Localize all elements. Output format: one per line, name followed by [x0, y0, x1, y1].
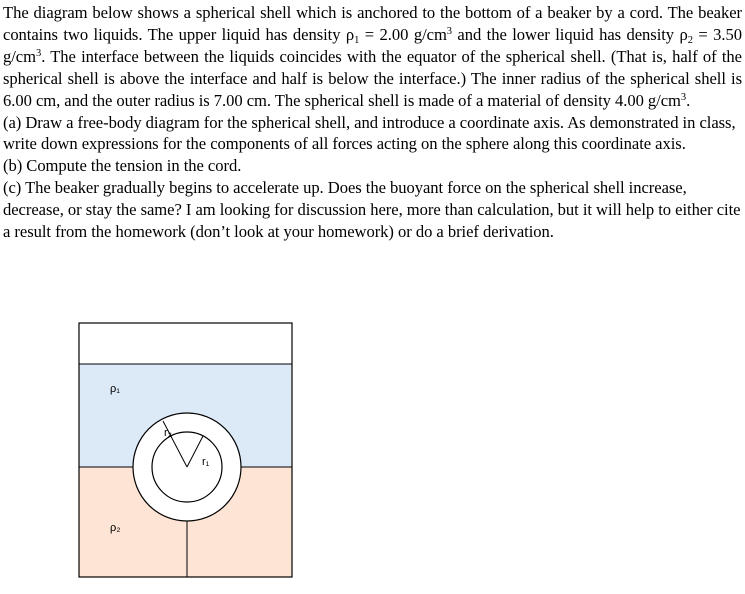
- intro-part4: .: [686, 90, 691, 110]
- rho2-label: ρ₂: [110, 522, 121, 534]
- part-c: (c) The beaker gradually begins to accelerate up. Does the buoyant force on the spherical shell increase, decrease, or stay the same? I am looking for discussion here, more than calculation, but it will help to either cite a result from the homework (don’t look at your homework) or do a brief derivation.: [3, 178, 741, 242]
- rho1-label: ρ₁: [110, 383, 120, 395]
- r1-label: r₁: [202, 456, 210, 468]
- cube-exponent-2: 3: [35, 47, 42, 59]
- rho1-value: = 2.00 g/cm: [359, 24, 447, 44]
- r2-label: r₂: [164, 427, 172, 439]
- intro-part1: The diagram below shows a spherical shell which is anchored to the bottom of a beaker by a cord. The beaker contains two liquids. The upper liquid has density: [3, 3, 742, 44]
- rho1-subscript: 1: [354, 34, 360, 46]
- intro-part3: . The interface between the liquids coincides with the equator of the spherical shell. (That is, half of the spherical shell is above the interface and half is below the interface.) The inner radius of the spherical shell is 6.00 cm, and the outer radius is 7.00 cm. The spherical shell is made of a material of density 4.00 g/cm: [3, 46, 742, 110]
- rho2-value: = 3.50 g/cm: [3, 24, 742, 66]
- rho2-symbol: ρ: [679, 24, 688, 44]
- rho1-symbol: ρ: [345, 24, 355, 44]
- rho2-subscript: 2: [687, 34, 693, 46]
- intro-part2: and the lower liquid has density: [452, 24, 680, 44]
- part-b: (b) Compute the tension in the cord.: [3, 156, 242, 176]
- beaker-empty-top: [79, 323, 292, 364]
- part-a: (a) Draw a free-body diagram for the spherical shell, and introduce a coordinate axis. As demonstrated in class, write down expressions for the components of all forces acting on the sphere along this coordinate axis.: [3, 112, 736, 154]
- cube-exponent-1: 3: [446, 25, 452, 37]
- cube-exponent-3: 3: [680, 91, 687, 103]
